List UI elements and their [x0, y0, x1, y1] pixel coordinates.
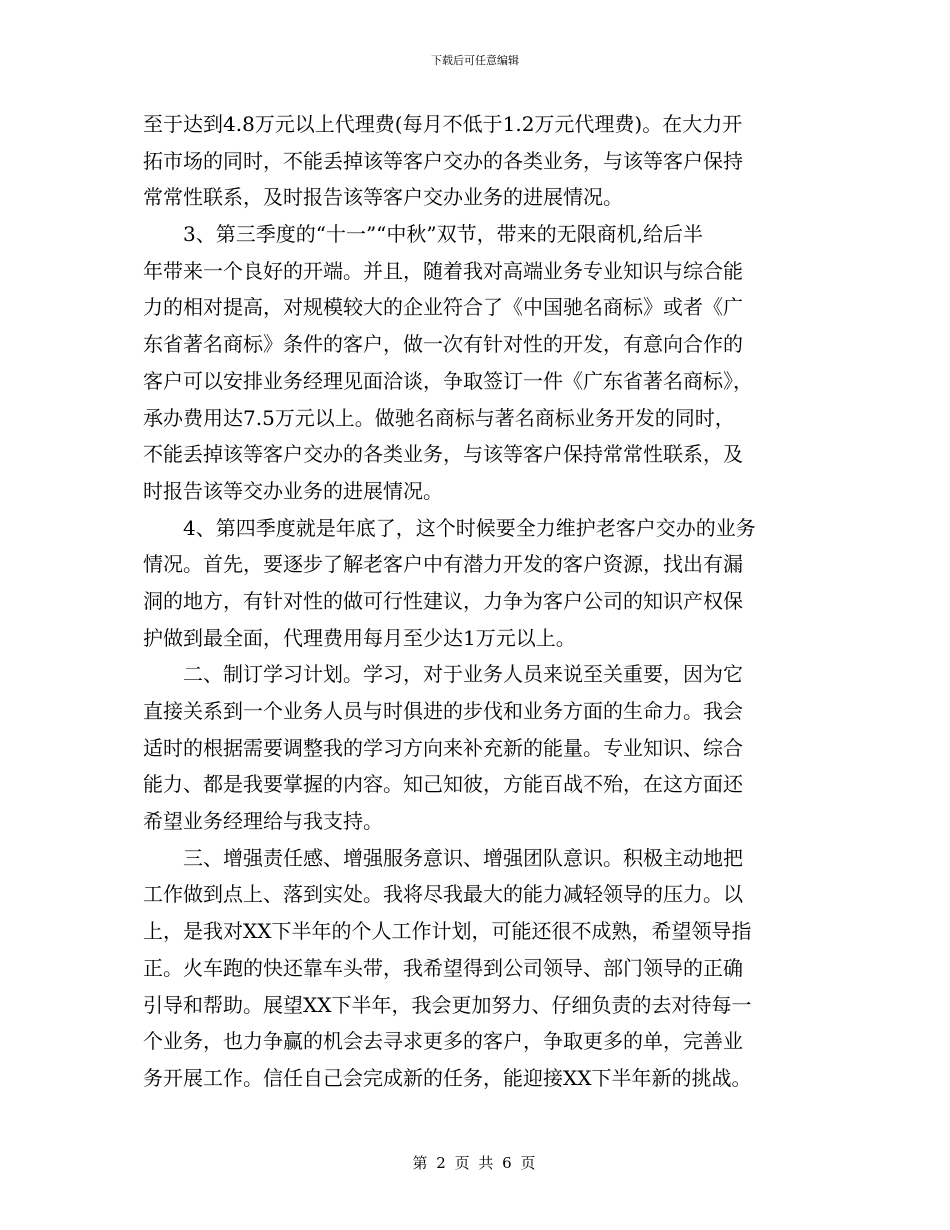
text-line-24: 正。火车跑的快还靠车头带，我希望得到公司领导、部门领导的正确 — [143, 955, 743, 980]
text-line-8: 客户可以安排业务经理见面洽谈，争取签订一件《广东省著名商标》， — [143, 368, 753, 393]
text-line-3: 常常性联系，及时报告该等客户交办业务的进展情况。 — [143, 185, 623, 210]
text-line-18: 适时的根据需要调整我的学习方向来补充新的能量。专业知识、综合 — [143, 735, 743, 760]
text-line-7: 东省著名商标》条件的客户，做一次有针对性的开发，有意向合作的 — [143, 332, 743, 357]
text-line-14: 洞的地方，有针对性的做可行性建议，力争为客户公司的知识产权保 — [143, 588, 743, 613]
page-number-footer: 第 2 页 共 6 页 — [412, 1154, 538, 1172]
page-header-note: 下载后可任意编辑 — [431, 54, 519, 67]
text-line-19: 能力、都是我要掌握的内容。知己知彼，方能百战不殆，在这方面还 — [143, 772, 743, 797]
text-line-10: 不能丢掉该等客户交办的各类业务，与该等客户保持常常性联系，及 — [143, 442, 743, 467]
text-line-16: 二、制订学习计划。学习，对于业务人员来说至关重要，因为它 — [143, 662, 743, 687]
text-line-27: 务开展工作。信任自己会完成新的任务，能迎接XX下半年新的挑战。 — [143, 1065, 752, 1090]
document-body — [143, 106, 813, 1097]
text-line-9: 承办费用达7.5万元以上。做驰名商标与著名商标业务开发的同时， — [143, 405, 735, 430]
text-line-12: 4、第四季度就是年底了，这个时候要全力维护老客户交办的业务 — [143, 515, 756, 540]
text-line-11: 时报告该等交办业务的进展情况。 — [143, 478, 443, 503]
text-line-5: 年带来一个良好的开端。并且，随着我对高端业务专业知识与综合能 — [143, 258, 743, 283]
text-line-13: 情况。首先，要逐步了解老客户中有潜力开发的客户资源，找出有漏 — [143, 552, 743, 577]
text-line-4: 3、第三季度的“十一”“中秋”双节，带来的无限商机,给后半 — [143, 222, 703, 247]
text-line-26: 个业务，也力争赢的机会去寻求更多的客户，争取更多的单，完善业 — [143, 1029, 743, 1054]
text-line-2: 拓市场的同时，不能丢掉该等客户交办的各类业务，与该等客户保持 — [143, 148, 743, 173]
text-line-22: 工作做到点上、落到实处。我将尽我最大的能力减轻领导的压力。以 — [143, 882, 743, 907]
text-line-1: 至于达到4.8万元以上代理费(每月不低于1.2万元代理费)。在大力开 — [143, 112, 743, 136]
text-line-23: 上，是我对XX下半年的个人工作计划，可能还很不成熟，希望领导指 — [143, 919, 752, 944]
text-line-6: 力的相对提高，对规模较大的企业符合了《中国驰名商标》或者《广 — [143, 295, 743, 320]
text-line-15: 护做到最全面，代理费用每月至少达1万元以上。 — [143, 625, 576, 650]
text-line-20: 希望业务经理给与我支持。 — [143, 809, 383, 834]
text-line-25: 引导和帮助。展望XX下半年，我会更加努力、仔细负责的去对待每一 — [143, 992, 752, 1017]
text-line-17: 直接关系到一个业务人员与时俱进的步伐和业务方面的生命力。我会 — [143, 699, 743, 723]
text-line-21: 三、增强责任感、增强服务意识、增强团队意识。积极主动地把 — [143, 845, 743, 870]
